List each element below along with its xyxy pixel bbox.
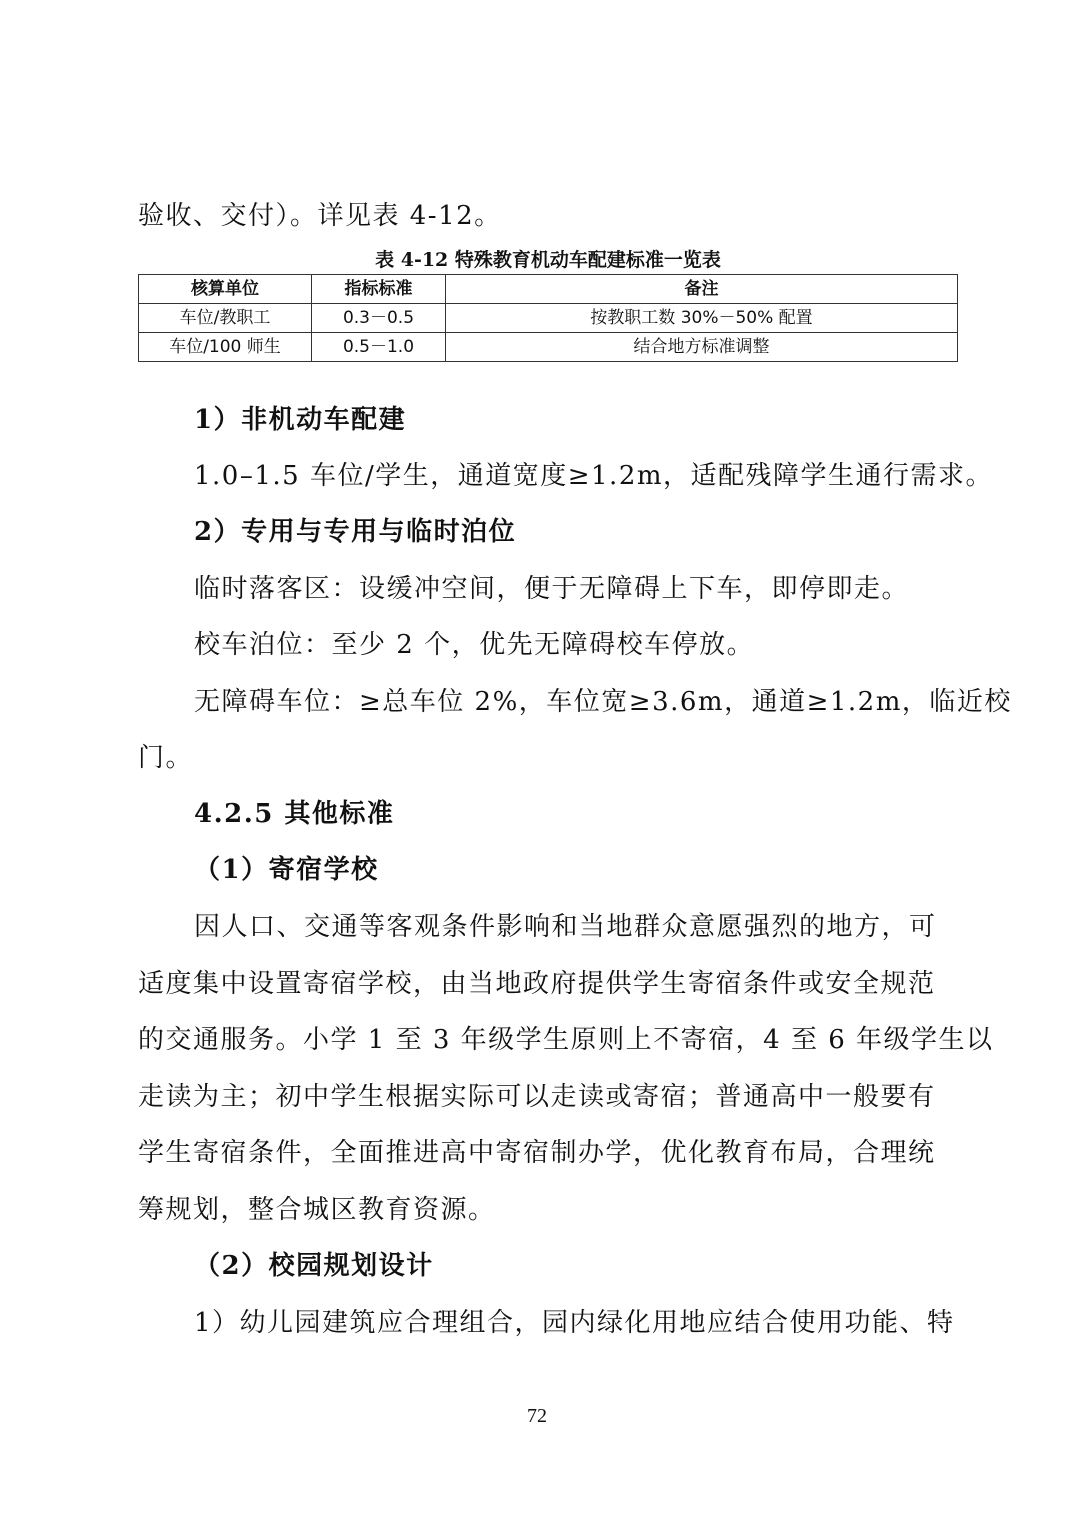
table-row [139, 304, 958, 333]
table-cell: 车位/教职工 [139, 304, 312, 333]
table-cell: 按教职工数 30%－50% 配置 [446, 304, 958, 333]
paragraph-non-motor: 1.0–1.5 车位/学生，通道宽度≥1.2m，适配残障学生通行需求。 [194, 461, 994, 491]
table-row [139, 333, 958, 362]
paragraph-bus: 校车泊位：至少 2 个，优先无障碍校车停放。 [194, 630, 755, 660]
subsection-heading-campus: （2）校园规划设计 [194, 1251, 434, 1281]
paragraph-campus: 1）幼儿园建筑应合理组合，园内绿化用地应结合使用功能、特 [194, 1308, 955, 1338]
table-cell: 结合地方标准调整 [446, 333, 958, 362]
intro-line: 验收、交付）。详见表 4-12。 [138, 201, 502, 231]
paragraph-accessible: 无障碍车位：≥总车位 2%，车位宽≥3.6m，通道≥1.2m，临近校 [194, 687, 1012, 717]
page-number: 72 [527, 1405, 547, 1427]
section-heading-other: 4.2.5 其他标准 [194, 799, 395, 829]
table-cell: 车位/100 师生 [139, 333, 312, 362]
table-caption: 表 4-12 特殊教育机动车配建标准一览表 [375, 249, 721, 271]
subsection-heading-boarding: （1）寄宿学校 [194, 855, 379, 885]
paragraph-boarding-line: 走读为主；初中学生根据实际可以走读或寄宿；普通高中一般要有 [138, 1082, 936, 1112]
paragraph-boarding-line: 学生寄宿条件，全面推进高中寄宿制办学，优化教育布局，合理统 [138, 1138, 936, 1168]
paragraph-accessible-cont: 门。 [138, 743, 194, 773]
section-heading-non-motor: 1）非机动车配建 [194, 405, 407, 435]
parking-standard-table [138, 274, 958, 362]
table-header-row [139, 275, 958, 304]
table-cell: 0.3－0.5 [312, 304, 446, 333]
table-header-cell: 备注 [446, 275, 958, 304]
paragraph-boarding-line: 适度集中设置寄宿学校，由当地政府提供学生寄宿条件或安全规范 [138, 969, 936, 999]
table-header-cell: 核算单位 [139, 275, 312, 304]
paragraph-boarding-line: 的交通服务。小学 1 至 3 年级学生原则上不寄宿，4 至 6 年级学生以 [138, 1025, 994, 1055]
section-heading-parking: 2）专用与专用与临时泊位 [194, 517, 517, 547]
paragraph-boarding-line: 筹规划，整合城区教育资源。 [138, 1195, 496, 1225]
table-header-cell: 指标标准 [312, 275, 446, 304]
table-cell: 0.5－1.0 [312, 333, 446, 362]
paragraph-dropoff: 临时落客区：设缓冲空间，便于无障碍上下车，即停即走。 [194, 574, 910, 604]
paragraph-boarding-line: 因人口、交通等客观条件影响和当地群众意愿强烈的地方，可 [194, 912, 937, 942]
